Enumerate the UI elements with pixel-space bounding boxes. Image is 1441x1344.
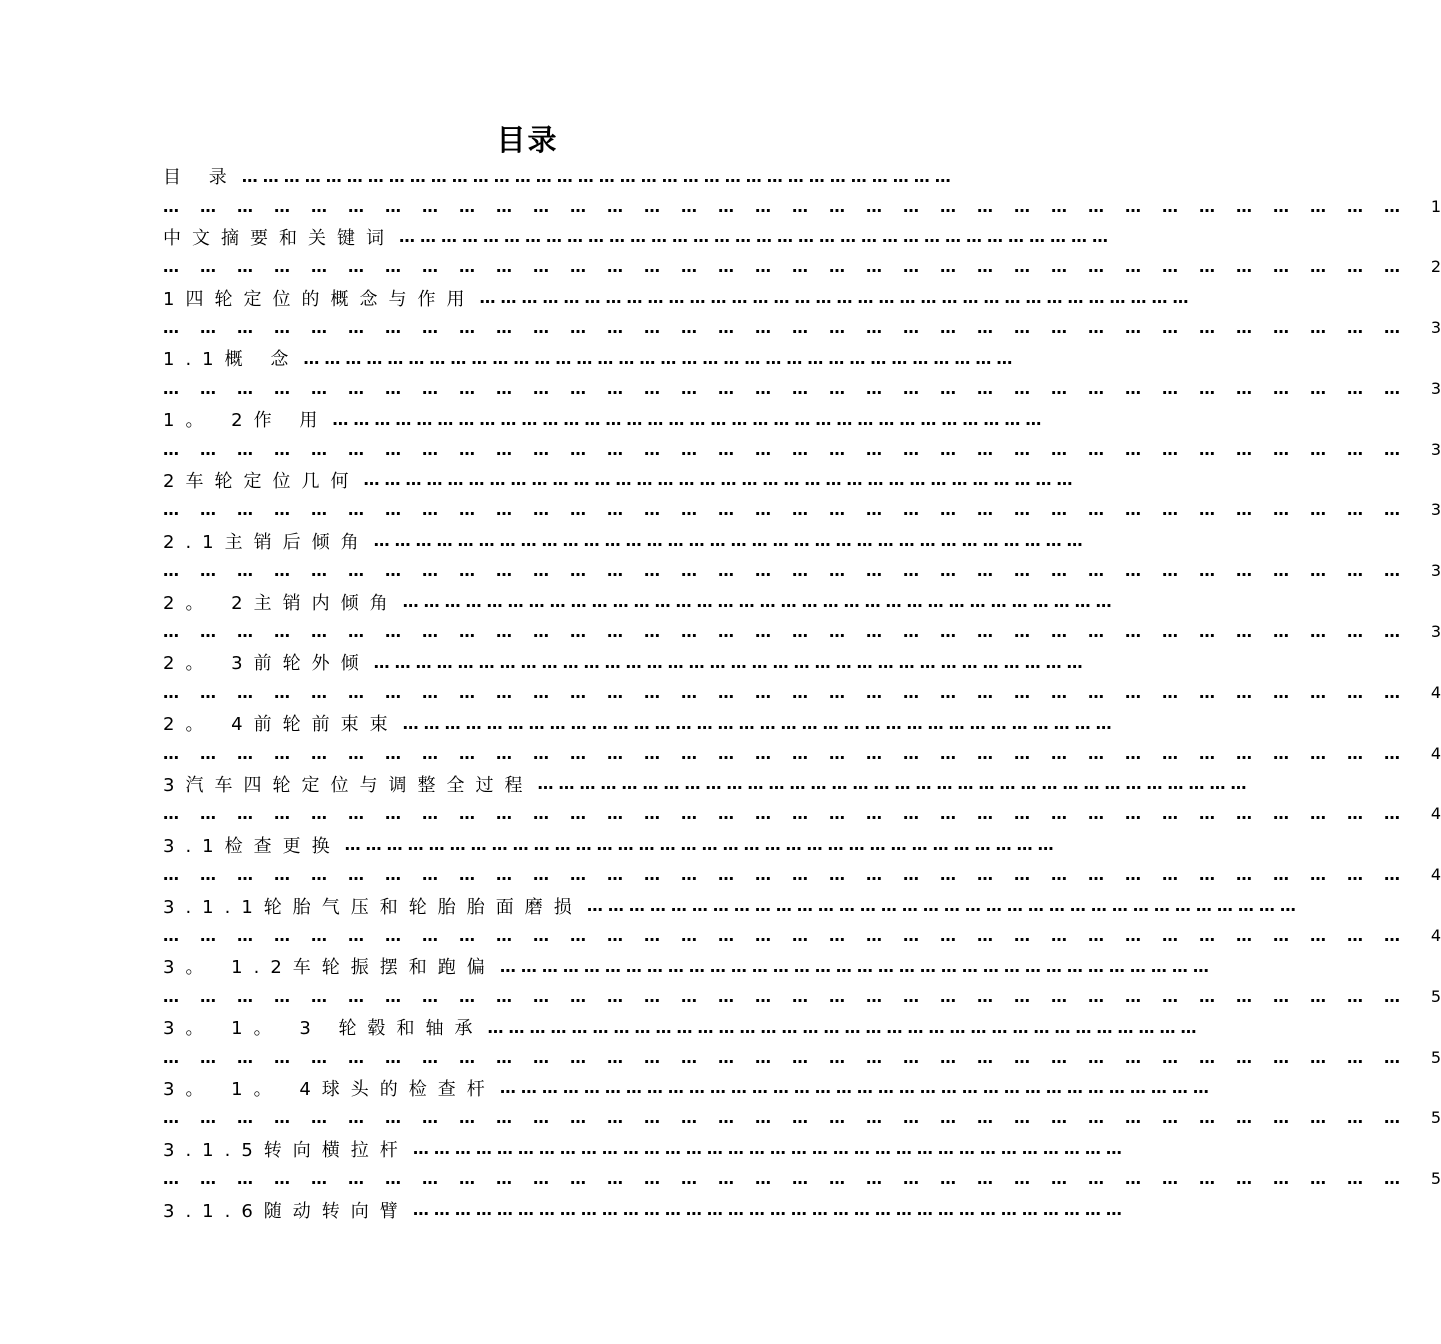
toc-entry-label: 3。 1。 3 轮毂和轴承 (163, 1018, 484, 1040)
dot-leader: ………………………………………………………………………………………… (163, 196, 1421, 216)
toc-entry-page-number: 4 (1430, 743, 1441, 763)
toc-entry-page-number: 3 (1430, 561, 1441, 581)
toc-entry-page-number: 5 (1430, 986, 1441, 1006)
toc-entry-label: 3汽车四轮定位与调整全过程 (163, 774, 534, 796)
toc-entry-label: 2.1主销后倾角 (163, 531, 370, 553)
toc-entry-label: 目 录 (163, 167, 238, 188)
toc-entry[interactable] (163, 581, 1441, 642)
toc-entry-page-number: 3 (1430, 622, 1441, 642)
toc-entry[interactable] (163, 641, 1441, 702)
dot-leader: ………………………………………………………………………………………… (163, 378, 1421, 398)
toc-entry-label: 3.1.1轮胎气压和轮胎胎面磨损 (163, 896, 583, 918)
toc-entry-label: 1.1概 念 (163, 349, 300, 371)
dot-leader: ………………………………………………………………………………………… (241, 166, 956, 186)
toc-entry[interactable] (163, 763, 1441, 824)
toc-entry[interactable] (163, 824, 1441, 885)
toc-entry[interactable] (163, 1128, 1441, 1189)
toc-entry-page-number: 3 (1430, 439, 1441, 459)
toc-entry[interactable] (163, 216, 1441, 277)
dot-leader: ………………………………………………………………………………………… (163, 561, 1421, 581)
toc-entry-label: 1四轮定位的概念与作用 (163, 288, 476, 310)
toc-entry-page-number: 5 (1430, 1047, 1441, 1067)
dot-leader: ………………………………………………………………………………………… (332, 409, 1047, 429)
dot-leader: ………………………………………………………………………………………… (163, 1108, 1421, 1128)
dot-leader: ………………………………………………………………………………………… (163, 865, 1421, 885)
dot-leader: ………………………………………………………………………………………… (163, 682, 1421, 702)
toc-entry-page-number: 3 (1430, 318, 1441, 338)
dot-leader: ………………………………………………………………………………………… (402, 592, 1117, 612)
dot-leader: ………………………………………………………………………………………… (373, 531, 1088, 551)
toc-entry-label: 2。 2主销内倾角 (163, 592, 399, 614)
dot-leader: ………………………………………………………………………………………… (163, 439, 1421, 459)
toc-entry-page-number: 4 (1430, 865, 1441, 885)
toc-entry-page-number: 4 (1430, 804, 1441, 824)
toc-entry[interactable] (163, 1006, 1441, 1067)
toc-entry-label: 3.1检查更换 (163, 835, 341, 857)
toc-entry-label: 3。 1。 4球头的检查杆 (163, 1078, 496, 1100)
dot-leader: ………………………………………………………………………………………… (163, 804, 1421, 824)
toc-entry-page-number: 4 (1430, 926, 1441, 946)
toc-entry-label: 2。 3前轮外倾 (163, 653, 370, 675)
dot-leader: ………………………………………………………………………………………… (402, 713, 1117, 733)
toc-entry-label: 3.1.6随动转向臂 (163, 1200, 409, 1222)
dot-leader: ………………………………………………………………………………………… (163, 500, 1421, 520)
dot-leader: ………………………………………………………………………………………… (399, 227, 1113, 247)
toc-entry[interactable] (163, 155, 1441, 216)
toc-entry[interactable] (163, 459, 1441, 520)
dot-leader: ………………………………………………………………………………………… (163, 1169, 1421, 1189)
toc-entry-label: 2车轮定位几何 (163, 470, 360, 492)
toc-entry-page-number: 5 (1430, 1169, 1441, 1189)
toc-entry-label: 3.1.5转向横拉杆 (163, 1139, 409, 1161)
dot-leader: ………………………………………………………………………………………… (499, 956, 1214, 976)
toc-entry[interactable] (163, 1067, 1441, 1128)
dot-leader: ………………………………………………………………………………………… (344, 835, 1059, 855)
toc-entry-page-number: 4 (1430, 682, 1441, 702)
dot-leader: ………………………………………………………………………………………… (163, 926, 1421, 946)
dot-leader: ………………………………………………………………………………………… (163, 743, 1421, 763)
toc-entry-page-number: 2 (1430, 257, 1441, 277)
dot-leader: ………………………………………………………………………………………… (163, 318, 1421, 338)
dot-leader: ………………………………………………………………………………………… (363, 470, 1078, 490)
toc-entry-page-number: 3 (1430, 500, 1441, 520)
dot-leader: ………………………………………………………………………………………… (163, 986, 1421, 1006)
toc-entry[interactable] (163, 398, 1441, 459)
dot-leader: ………………………………………………………………………………………… (163, 622, 1421, 642)
dot-leader: ………………………………………………………………………………………… (537, 774, 1252, 794)
toc-title: 目录 (496, 123, 559, 157)
toc-entry-page-number: 3 (1430, 378, 1441, 398)
dot-leader: ………………………………………………………………………………………… (303, 348, 1018, 368)
dot-leader: ………………………………………………………………………………………… (163, 257, 1421, 277)
toc-entry[interactable] (163, 1189, 1127, 1250)
dot-leader: ………………………………………………………………………………………… (479, 288, 1194, 308)
dot-leader: ………………………………………………………………………………………… (586, 896, 1301, 916)
toc-entry[interactable] (163, 277, 1441, 338)
toc-entry[interactable] (163, 702, 1441, 763)
toc-entry[interactable] (163, 337, 1441, 398)
toc-entry-page-number: 5 (1430, 1108, 1441, 1128)
toc-entry[interactable] (163, 520, 1441, 581)
toc-entry-label: 1。 2作 用 (163, 410, 329, 432)
toc-entry[interactable] (163, 885, 1441, 946)
dot-leader: ………………………………………………………………………………………… (499, 1078, 1214, 1098)
toc-entry-label: 3。 1.2车轮振摆和跑偏 (163, 957, 496, 979)
toc-entry-label: 2。 4前轮前束束 (163, 714, 399, 736)
toc-list (163, 155, 1441, 1249)
dot-leader: ………………………………………………………………………………………… (412, 1200, 1127, 1220)
toc-entry[interactable] (163, 945, 1441, 1006)
dot-leader: ………………………………………………………………………………………… (373, 652, 1088, 672)
dot-leader: ………………………………………………………………………………………… (487, 1017, 1202, 1037)
dot-leader: ………………………………………………………………………………………… (163, 1047, 1421, 1067)
toc-entry-page-number: 1 (1430, 196, 1441, 216)
toc-entry-label: 中文摘要和关键词 (163, 227, 395, 249)
dot-leader: ………………………………………………………………………………………… (412, 1139, 1127, 1159)
